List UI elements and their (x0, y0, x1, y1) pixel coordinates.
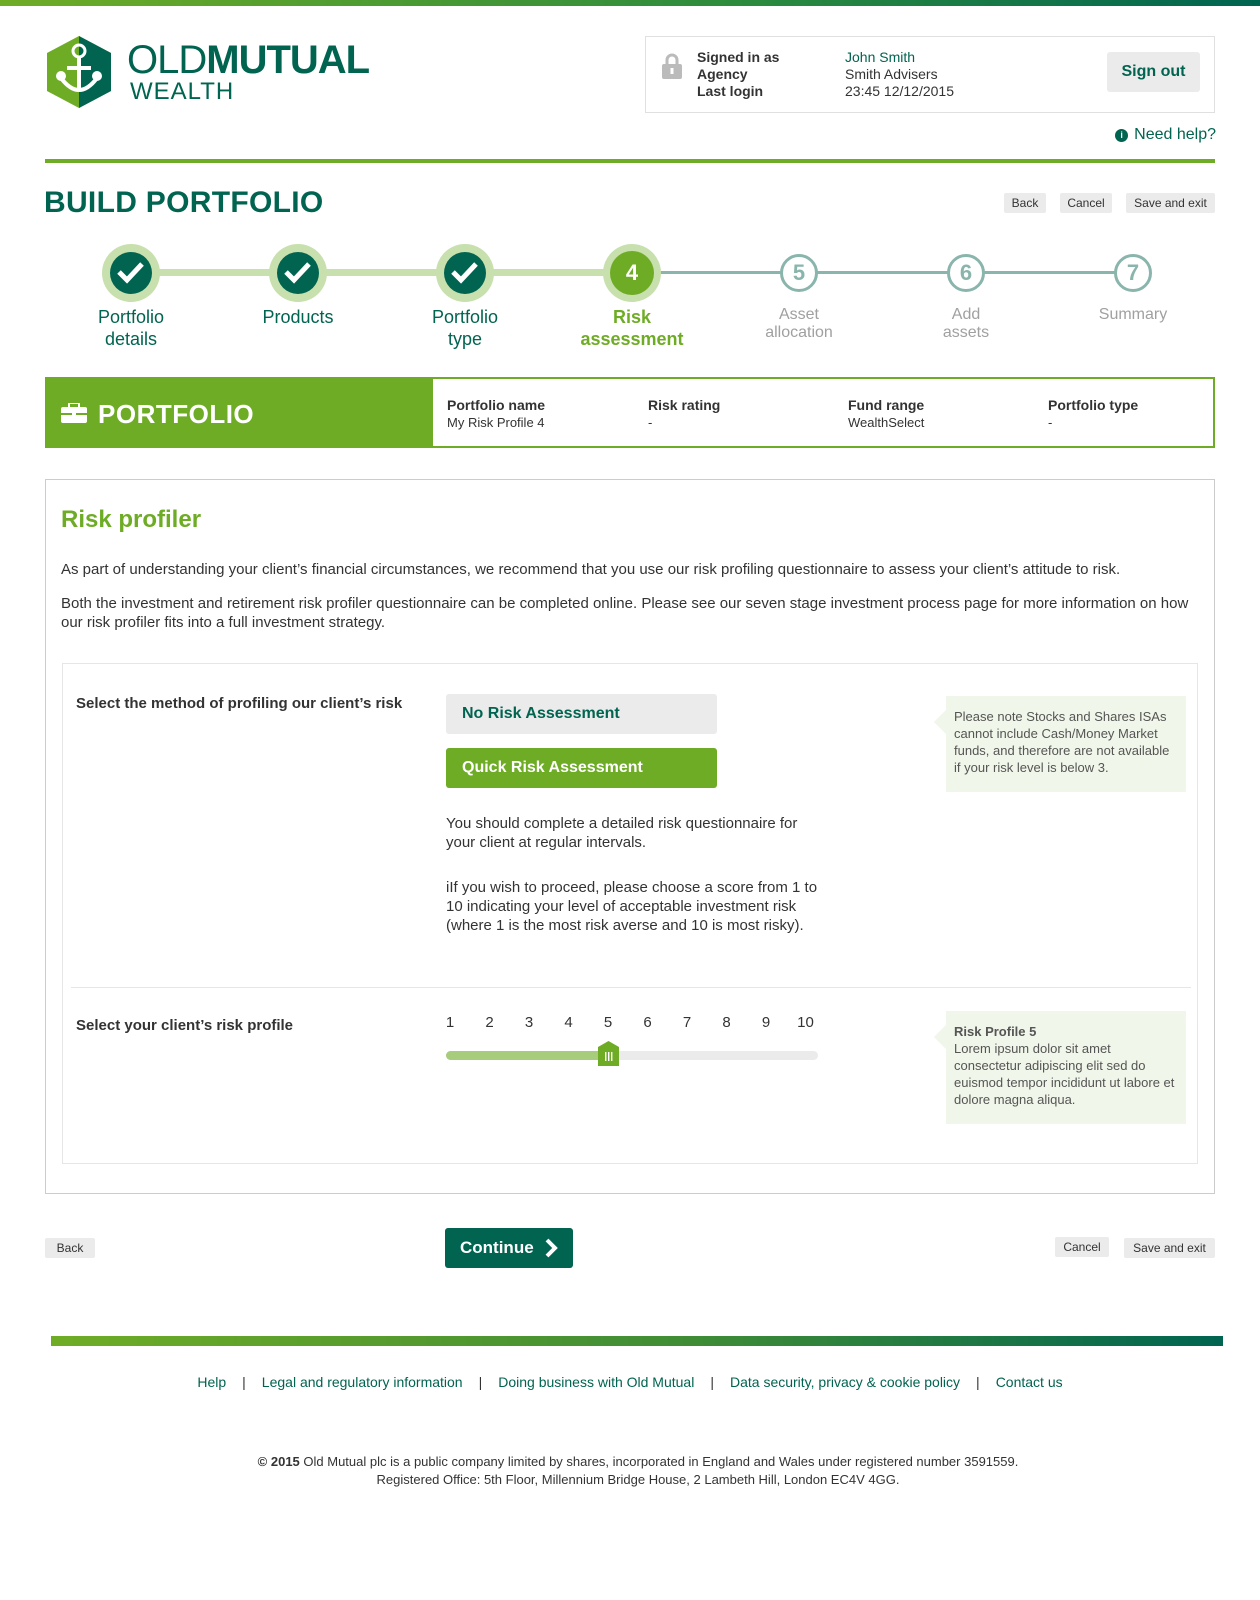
progress-stepper (45, 244, 1215, 354)
last-login-label: Last login (697, 83, 764, 99)
risk-scale-number-6[interactable]: 6 (643, 1014, 652, 1031)
cancel-button[interactable]: Cancel (1055, 1237, 1109, 1257)
risk-rating-field: Risk rating - (648, 397, 721, 430)
risk-scale-number-10[interactable]: 10 (797, 1014, 814, 1031)
back-button-top[interactable]: Back (1004, 193, 1046, 213)
portfolio-heading-block (47, 379, 433, 446)
risk-scale-number-2[interactable]: 2 (485, 1014, 494, 1031)
risk-scale-number-3[interactable]: 3 (524, 1014, 534, 1031)
info-icon: i (1115, 129, 1128, 142)
stepper-line-pending (633, 271, 1137, 274)
save-exit-button[interactable]: Save and exit (1124, 1238, 1215, 1258)
chevron-right-icon (545, 1238, 559, 1258)
step-5-asset-allocation: 5 (770, 244, 828, 302)
risk-score-slider[interactable] (446, 1051, 818, 1060)
save-exit-button-top[interactable]: Save and exit (1126, 193, 1215, 213)
logo-emblem-icon (45, 36, 113, 108)
risk-scale-number-7[interactable]: 7 (682, 1014, 692, 1031)
slider-thumb-handle[interactable] (598, 1041, 619, 1066)
risk-profiler-panel (45, 479, 1215, 1194)
risk-profile-description (946, 1011, 1186, 1124)
step-6-label: Add assets (942, 306, 990, 341)
back-button[interactable]: Back (45, 1238, 95, 1258)
page-title: BUILD PORTFOLIO (44, 186, 324, 219)
step-1-portfolio-details[interactable] (102, 244, 160, 302)
section-divider (71, 987, 1191, 988)
step-7-summary: 7 (1104, 244, 1162, 302)
risk-profile-title: Risk Profile 5 (954, 1024, 1037, 1039)
method-label: Select the method of profiling our client’s risk (76, 695, 403, 712)
risk-scale-numbers (446, 1014, 826, 1034)
check-icon (447, 257, 483, 287)
old-mutual-wealth-logo[interactable] (45, 36, 375, 108)
logo-wordmark: OLDMUTUAL (127, 38, 370, 82)
risk-scale-number-5[interactable]: 5 (603, 1014, 613, 1031)
footer-link-data-security[interactable]: Data security, privacy & cookie policy (729, 1374, 961, 1390)
fund-range-field: Fund range WealthSelect (848, 397, 925, 430)
logo-subline: WEALTH (130, 78, 235, 105)
no-risk-assessment-button[interactable]: No Risk Assessment (446, 694, 717, 734)
header-divider (45, 159, 1215, 163)
need-help-link[interactable] (1115, 126, 1216, 144)
footer-accent-bar (51, 1336, 1223, 1346)
footer-link-doing-business[interactable]: Doing business with Old Mutual (498, 1374, 695, 1390)
risk-scale-number-8[interactable]: 8 (722, 1014, 731, 1031)
need-help-label: Need help? (1134, 126, 1216, 143)
footer-links: Help | Legal and regulatory information | Doing business with Old Mutual | Data security, privacy & cookie policy | Contact us (197, 1374, 1063, 1390)
legal-line-2: Registered Office: 5th Floor, Millennium Bridge House, 2 Lambeth Hill, London EC4V 4GG. (376, 1472, 900, 1487)
agency-label: Agency (697, 66, 748, 82)
slider-fill (446, 1051, 614, 1060)
account-panel (645, 36, 1215, 113)
footer-link-contact[interactable]: Contact us (995, 1374, 1063, 1390)
risk-profiler-title: Risk profiler (61, 506, 202, 533)
account-values (845, 49, 954, 100)
intro-paragraph: As part of understanding your client’s financial circumstances, we recommend that you use our risk profiling questionnaire to assess your client’s attitude to risk. (61, 561, 1121, 578)
last-login-value: 23:45 12/12/2015 (845, 83, 954, 99)
check-icon (280, 257, 316, 287)
step-1-label[interactable]: Portfolio details (97, 307, 165, 349)
risk-scale-number-1[interactable]: 1 (445, 1014, 455, 1031)
isa-note: Please note Stocks and Shares ISAs cannot include Cash/Money Market funds, and therefore are not available if your risk level is below 3. (946, 696, 1186, 792)
risk-options-box (62, 663, 1198, 1164)
step-6-add-assets: 6 (937, 244, 995, 302)
continue-button[interactable]: Continue (445, 1228, 573, 1268)
step-3-label[interactable]: Portfolio type (431, 307, 499, 349)
step-2-label[interactable]: Products (262, 307, 334, 327)
step-7-label: Summary (1098, 306, 1168, 323)
quick-risk-assessment-button[interactable]: Quick Risk Assessment (446, 748, 717, 788)
legal-line-1: Old Mutual plc is a public company limited by shares, incorporated in England and Wales under registered number 3591559. (299, 1454, 1019, 1469)
portfolio-summary-bar (45, 377, 1215, 448)
step-4-risk-assessment[interactable]: 4 (603, 244, 661, 302)
questionnaire-advice: You should complete a detailed risk questionnaire for your client at regular intervals. (446, 815, 798, 851)
portfolio-name-field: Portfolio name My Risk Profile 4 (447, 397, 546, 430)
agency-name: Smith Advisers (845, 66, 938, 82)
portfolio-heading: PORTFOLIO (98, 399, 255, 429)
footer-link-help[interactable]: Help (197, 1374, 227, 1390)
portfolio-type-field: Portfolio type - (1048, 397, 1139, 430)
copyright-year: © 2015 (257, 1454, 300, 1469)
footer-legal-text (0, 1453, 1260, 1489)
step-2-products[interactable] (269, 244, 327, 302)
step-3-portfolio-type[interactable] (436, 244, 494, 302)
top-accent-bar (0, 0, 1260, 6)
signed-in-label: Signed in as (697, 49, 780, 65)
account-labels (697, 49, 779, 100)
sign-out-button[interactable]: Sign out (1107, 52, 1200, 92)
risk-profile-label: Select your client’s risk profile (76, 1017, 294, 1034)
step-5-label: Asset allocation (765, 306, 833, 341)
risk-profile-body: Lorem ipsum dolor sit amet consectetur adipiscing elit sed do euismod tempor incididunt ut labore et dolore magna aliqua. (954, 1041, 1175, 1107)
cancel-button-top[interactable]: Cancel (1060, 193, 1112, 213)
briefcase-icon (61, 403, 87, 423)
user-name[interactable]: John Smith (845, 49, 916, 65)
risk-scale-number-9[interactable]: 9 (761, 1014, 771, 1031)
risk-scale-number-4[interactable]: 4 (564, 1014, 573, 1031)
info-paragraph: Both the investment and retirement risk profiler questionnaire can be completed online. Please see our seven stage investment process page for more information on how our risk profiler fits into a full investment strategy. (61, 595, 1189, 631)
lock-icon (662, 53, 682, 79)
footer-link-legal[interactable]: Legal and regulatory information (261, 1374, 463, 1390)
step-4-label[interactable]: Risk assessment (580, 307, 684, 349)
stepper-line-complete (129, 269, 633, 276)
score-instructions: iIf you wish to proceed, please choose a score from 1 to 10 indicating your level of acceptable investment risk (where 1 is the most risk averse and 10 is most risky). (446, 879, 818, 934)
check-icon (113, 257, 149, 287)
